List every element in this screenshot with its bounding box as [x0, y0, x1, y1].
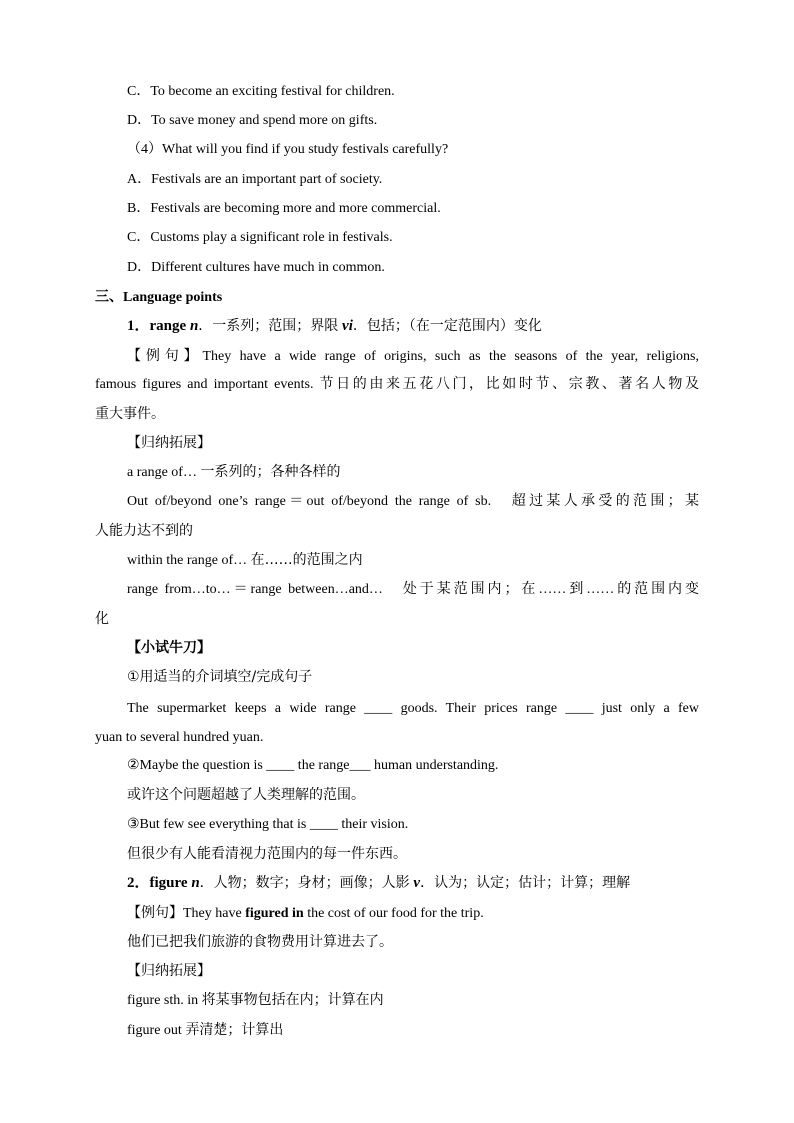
- point1-example-tag: 【例句】: [127, 348, 203, 364]
- point1-def2: ．包括；（在一定范围内）变化: [352, 318, 542, 334]
- point2-example-pre: They have: [183, 906, 246, 921]
- point1-practice3: ③But few see everything that is ____ their vision.: [127, 817, 409, 832]
- point1-example-line2: famous figures and important events. 节日的由来五花八门，比如时节、宗教、著名人物及: [95, 377, 699, 392]
- point1-phrase2-line1: Out of/beyond one’s range＝out of/beyond the range of sb. 超过某人承受的范围；某: [127, 494, 699, 509]
- point2-summary-tag: 【归纳拓展】: [127, 963, 211, 979]
- point1-word: range: [149, 318, 187, 334]
- point2-phrase2: [127, 1021, 283, 1040]
- q4-option-d: D．Different cultures have much in common.: [127, 260, 385, 275]
- point2-phrase1: [127, 991, 384, 1010]
- point1-practice2-cn: 或许这个问题超越了人类理解的范围。: [127, 787, 365, 803]
- point2-phrase2-cn: 弄清楚；计算出: [185, 1022, 284, 1038]
- point1-num: 1．: [127, 318, 150, 334]
- point1-heading: [127, 317, 542, 335]
- section-title: 三、Language points: [95, 290, 223, 305]
- point2-phrase1-cn: 将某事物包括在内；计算在内: [201, 992, 384, 1008]
- q3-option-d: D．To save money and spend more on gifts.: [127, 113, 378, 128]
- point1-example-line3: 重大事件。: [95, 406, 165, 422]
- point1-practice3-cn: 但很少有人能看清视力范围内的每一件东西。: [127, 846, 407, 862]
- point1-practice2: ②Maybe the question is ____ the range___ human understanding.: [127, 758, 499, 773]
- point1-summary-tag: 【归纳拓展】: [127, 435, 211, 451]
- q4-option-a: A．Festivals are an important part of society.: [127, 172, 383, 187]
- point2-example-cn: 他们已把我们旅游的食物费用计算进去了。: [127, 934, 393, 950]
- point2-pos2: v: [413, 875, 421, 891]
- point1-pos2: vi: [342, 318, 353, 334]
- point1-phrase1-en: a range of…: [127, 465, 197, 480]
- point1-example-text1: They have a wide range of origins, such as the seasons of the year, religions,: [202, 349, 699, 364]
- point1-phrase2-line2: 人能力达不到的: [95, 523, 193, 539]
- point1-pos1: n: [189, 318, 199, 334]
- point1-practice1-line2: yuan to several hundred yuan.: [95, 730, 264, 745]
- point1-phrase3-cn: 在……的范围之内: [250, 552, 363, 568]
- point1-phrase3: [127, 551, 363, 570]
- q4-option-c: C．Customs play a significant role in festivals.: [127, 230, 393, 245]
- point2-num: 2．: [127, 875, 150, 891]
- q3-option-c: C．To become an exciting festival for children.: [127, 84, 395, 99]
- point1-practice-tag: 【小试牛刀】: [127, 640, 211, 656]
- point2-heading: [127, 874, 630, 892]
- point1-phrase4-line2: 化: [95, 611, 109, 627]
- point2-phrase1-en: figure sth. in: [127, 993, 199, 1008]
- point1-example-line1: [127, 347, 699, 366]
- q4-stem: （4）What will you find if you study festivals carefully?: [127, 142, 449, 157]
- point2-example-tag: 【例句】: [127, 905, 183, 921]
- point2-phrase2-en: figure out: [127, 1023, 182, 1038]
- point2-def1: ．人物；数字；身材；画像；人影: [199, 875, 410, 891]
- q4-option-b: B．Festivals are becoming more and more commercial.: [127, 201, 441, 216]
- point2-word: figure: [149, 875, 188, 891]
- point2-pos1: n: [191, 875, 200, 891]
- point1-phrase1: [127, 463, 340, 482]
- point1-def1: ．一系列；范围；界限: [198, 318, 339, 334]
- point1-phrase3-en: within the range of…: [127, 553, 248, 568]
- point1-practice-instruction: ①用适当的介词填空/完成句子: [127, 669, 313, 685]
- point2-example: [127, 904, 484, 923]
- point2-def2: ．认为；认定；估计；计算；理解: [420, 875, 631, 891]
- point1-phrase1-cn: 一系列的；各种各样的: [200, 464, 341, 480]
- point1-phrase4-line1: range from…to…＝range between…and… 处于某范围内；在……到……的范围内变: [127, 582, 699, 597]
- point2-example-bold: figured in: [245, 906, 304, 921]
- point1-practice1-line1: The supermarket keeps a wide range ____ goods. Their prices range ____ just only a few: [127, 701, 699, 716]
- point2-example-post: the cost of our food for the trip.: [303, 906, 484, 921]
